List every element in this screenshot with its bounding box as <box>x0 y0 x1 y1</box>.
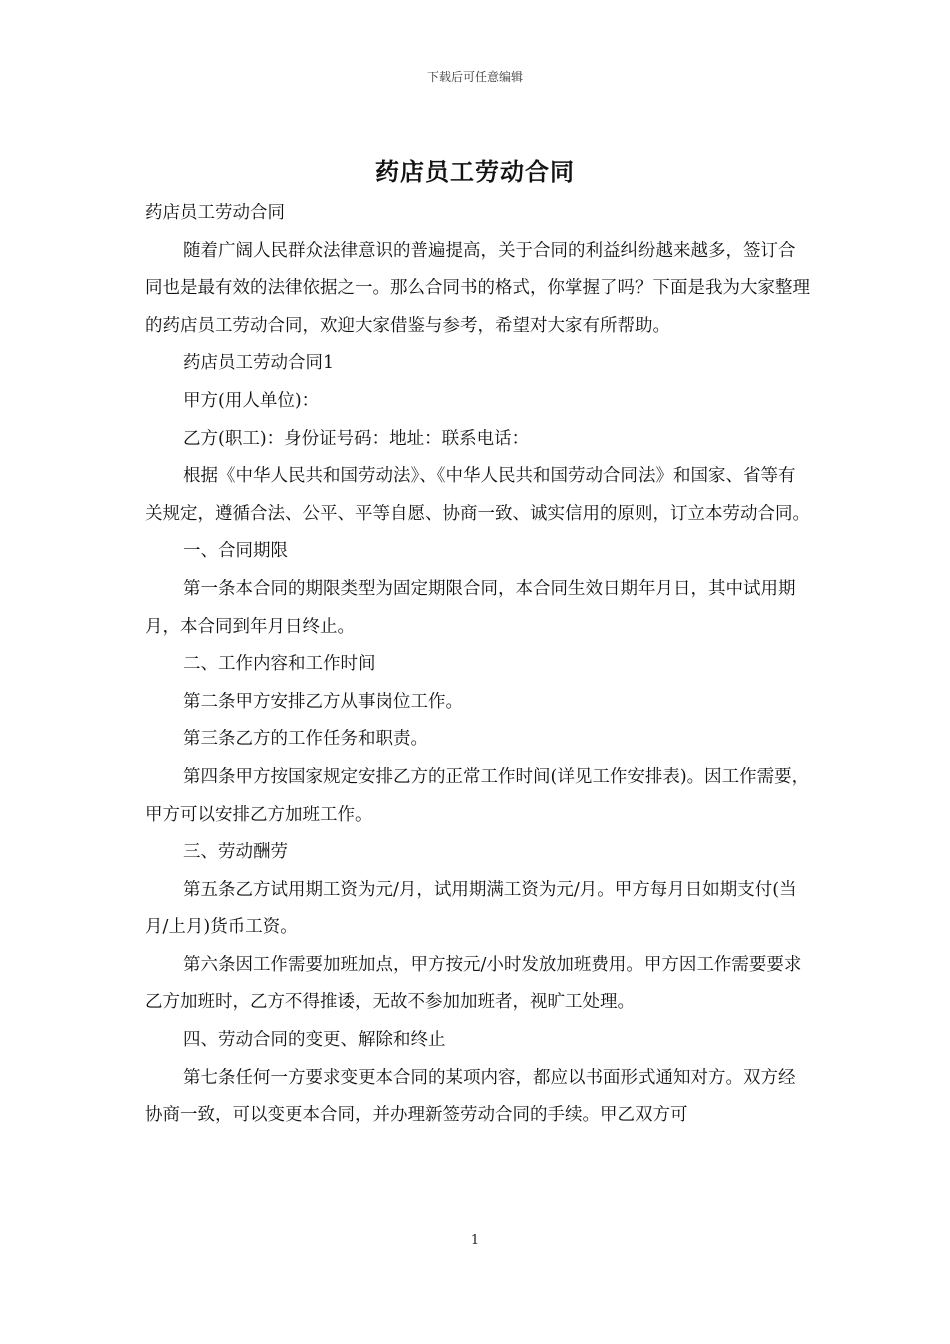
section-heading-pay: 三、劳动酬劳 <box>183 842 288 863</box>
paragraph-article-3: 第三条乙方的工作任务和职责。 <box>183 729 428 750</box>
paragraph-article-1: 第一条本合同的期限类型为固定期限合同，本合同生效日期年月日，其中试用期月，本合同到年月日终止。 <box>145 578 796 637</box>
header-note: 下载后可任意编辑 <box>426 70 523 84</box>
paragraph-subtitle: 药店员工劳动合同 <box>145 203 285 223</box>
paragraph-article-6: 第六条因工作需要加班加点，甲方按元/小时发放加班费用。甲方因工作需要要求乙方加班时，乙方不得推诿，无故不参加加班者，视旷工处理。 <box>145 954 802 1013</box>
section-heading-term: 一、合同期限 <box>183 541 288 562</box>
paragraph-party-a: 甲方(用人单位)： <box>183 390 320 411</box>
section-heading-change: 四、劳动合同的变更、解除和终止 <box>183 1030 446 1051</box>
document-body <box>145 195 810 1135</box>
paragraph-contract-heading: 药店员工劳动合同1 <box>183 353 335 374</box>
paragraph-article-7: 第七条任何一方要求变更本合同的某项内容，都应以书面形式通知对方。双方经协商一致，可以变更本合同，并办理新签劳动合同的手续。甲乙双方可 <box>145 1067 796 1126</box>
page-number: 1 <box>470 1233 480 1248</box>
section-heading-work: 二、工作内容和工作时间 <box>183 654 376 675</box>
paragraph-intro: 随着广阔人民群众法律意识的普遍提高，关于合同的利益纠纷越来越多，签订合同也是最有效的法律依据之一。那么合同书的格式，你掌握了吗？下面是我为大家整理的药店员工劳动合同，欢迎大家借鉴与参考，希望对大家有所帮助。 <box>145 240 810 336</box>
paragraph-article-5: 第五条乙方试用期工资为元/月，试用期满工资为元/月。甲方每月日如期支付(当月/上月)货币工资。 <box>145 879 797 938</box>
document-title: 药店员工劳动合同 <box>375 157 575 186</box>
paragraph-article-2: 第二条甲方安排乙方从事岗位工作。 <box>183 691 463 712</box>
paragraph-legal-basis: 根据《中华人民共和国劳动法》、《中华人民共和国劳动合同法》和国家、省等有关规定，遵循合法、公平、平等自愿、协商一致、诚实信用的原则，订立本劳动合同。 <box>145 466 810 524</box>
paragraph-party-b: 乙方(职工)：身份证号码：地址：联系电话： <box>183 428 530 449</box>
paragraph-article-4: 第四条甲方按国家规定安排乙方的正常工作时间(详见工作安排表)。因工作需要，甲方可以安排乙方加班工作。 <box>145 766 810 825</box>
